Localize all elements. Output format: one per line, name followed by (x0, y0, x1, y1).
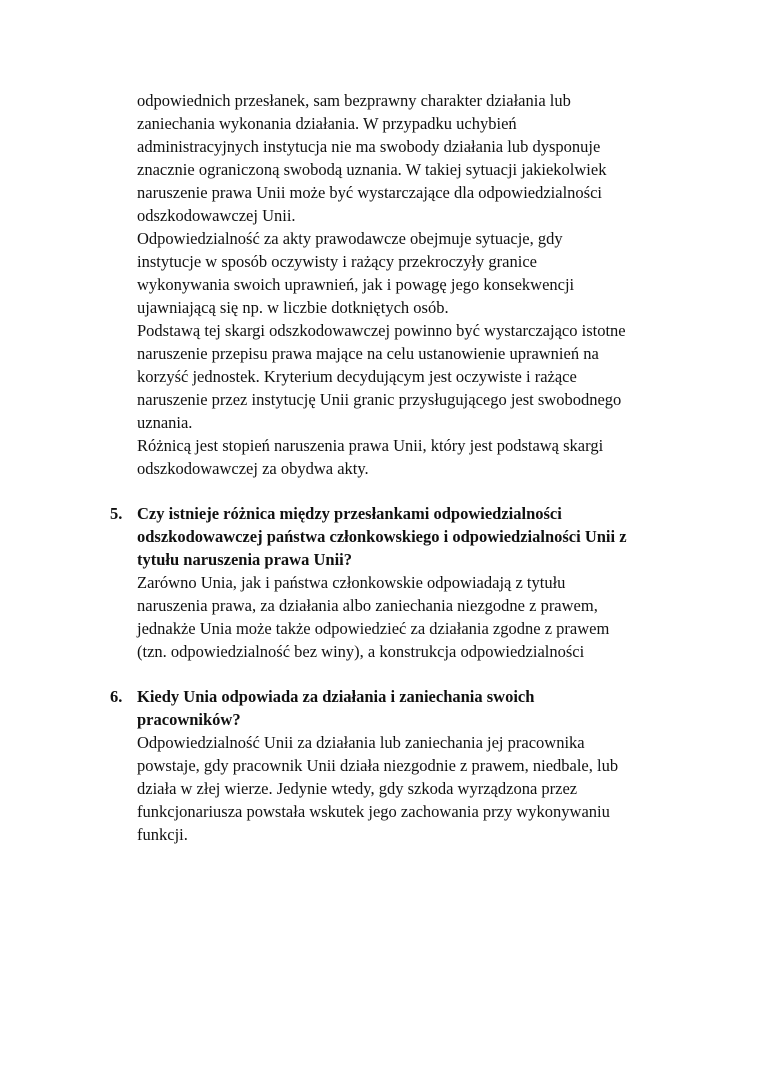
text-line: działa w złej wierze. Jedynie wtedy, gdy szkoda wyrządzona przez (137, 779, 578, 798)
text-line: korzyść jednostek. Kryterium decydującym jest oczywiste i rażące (137, 367, 577, 386)
text-line: odpowiednich przesłanek, sam bezprawny charakter działania lub (137, 91, 571, 110)
document-content (110, 89, 697, 846)
title-line: tytułu naruszenia prawa Unii? (137, 550, 352, 569)
text-line: naruszenia prawa, za działania albo zaniechania niezgodne z prawem, (137, 596, 598, 615)
question-5 (110, 502, 697, 663)
text-line: Zarówno Unia, jak i państwa członkowskie odpowiadają z tytułu (137, 573, 566, 592)
intro-paragraphs (137, 89, 697, 480)
question-number: 5. (110, 504, 123, 523)
text-line: zaniechania wykonania działania. W przypadku uchybień (137, 114, 517, 133)
title-line: Czy istnieje różnica między przesłankami odpowiedzialności (137, 504, 562, 523)
text-line: naruszenie przepisu prawa mające na celu ustanowienie uprawnień na (137, 344, 599, 363)
text-line: naruszenie przez instytucję Unii granic przysługującego jest swobodnego (137, 390, 622, 409)
question-title (137, 502, 697, 571)
text-line: odszkodowawczej Unii. (137, 206, 296, 225)
question-6 (110, 685, 697, 846)
text-line: odszkodowawczej za obydwa akty. (137, 459, 369, 478)
title-line: odszkodowawczej państwa członkowskiego i odpowiedzialności Unii z (137, 527, 627, 546)
text-line: Podstawą tej skargi odszkodowawczej powinno być wystarczająco istotne (137, 321, 626, 340)
question-answer (137, 571, 697, 663)
text-line: uznania. (137, 413, 193, 432)
spacer (137, 480, 697, 502)
text-line: funkcji. (137, 825, 188, 844)
text-line: Różnicą jest stopień naruszenia prawa Unii, który jest podstawą skargi (137, 436, 604, 455)
text-line: Odpowiedzialność za akty prawodawcze obejmuje sytuacje, gdy (137, 229, 563, 248)
question-answer (137, 731, 697, 846)
text-line: jednakże Unia może także odpowiedzieć za działania zgodne z prawem (137, 619, 610, 638)
text-line: administracyjnych instytucja nie ma swobody działania lub dysponuje (137, 137, 601, 156)
title-line: pracowników? (137, 710, 241, 729)
spacer (137, 663, 697, 685)
text-line: powstaje, gdy pracownik Unii działa niezgodnie z prawem, niedbale, lub (137, 756, 619, 775)
text-line: (tzn. odpowiedzialność bez winy), a konstrukcja odpowiedzialności (137, 642, 585, 661)
text-line: naruszenie prawa Unii może być wystarczające dla odpowiedzialności (137, 183, 603, 202)
text-line: ujawniającą się np. w liczbie dotkniętych osób. (137, 298, 449, 317)
text-line: Odpowiedzialność Unii za działania lub zaniechania jej pracownika (137, 733, 585, 752)
text-line: znacznie ograniczoną swobodą uznania. W takiej sytuacji jakiekolwiek (137, 160, 607, 179)
text-line: wykonywania swoich uprawnień, jak i powagę jego konsekwencji (137, 275, 575, 294)
text-line: funkcjonariusza powstała wskutek jego zachowania przy wykonywaniu (137, 802, 610, 821)
question-number: 6. (110, 687, 123, 706)
question-title (137, 685, 697, 731)
text-line: instytucje w sposób oczywisty i rażący przekroczyły granice (137, 252, 537, 271)
title-line: Kiedy Unia odpowiada za działania i zaniechania swoich (137, 687, 535, 706)
